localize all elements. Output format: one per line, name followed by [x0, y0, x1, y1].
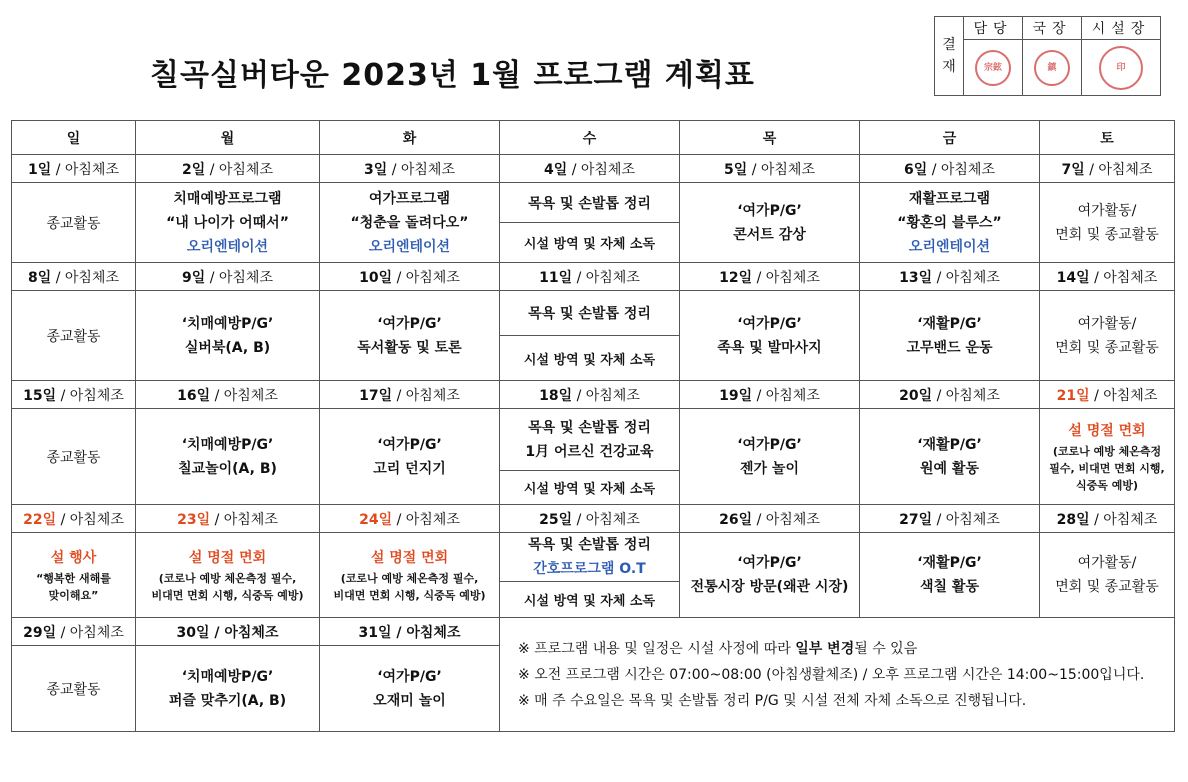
date-cell: 11일 / 아침체조 [500, 263, 680, 291]
weekday-wed: 수 [500, 121, 680, 155]
date-cell: 7일 / 아침체조 [1040, 155, 1175, 183]
note-2: ※ 오전 프로그램 시간은 07:00~08:00 (아침생활체조) / 오후 프로그램 시간은 14:00~15:00입니다. [518, 666, 1145, 683]
date-row [12, 505, 1175, 533]
program-cell: ‘치매예방P/G’ 실버북(A, B) [136, 291, 320, 381]
date-cell: 18일 / 아침체조 [500, 381, 680, 409]
program-cell: 목욕 및 손발톱 정리 1月 어르신 건강교육 [500, 409, 680, 471]
weekday-fri: 금 [860, 121, 1040, 155]
weekday-mon: 월 [136, 121, 320, 155]
program-row [12, 291, 1175, 336]
program-cell: 설 명절 면회 (코로나 예방 체온측정 필수, 비대면 면회 시행, 식중독 예방) [1040, 409, 1175, 505]
weekday-sat: 토 [1040, 121, 1175, 155]
date-cell: 12일 / 아침체조 [680, 263, 860, 291]
date-cell: 24일 / 아침체조 [320, 505, 500, 533]
date-cell: 19일 / 아침체조 [680, 381, 860, 409]
date-cell: 3일 / 아침체조 [320, 155, 500, 183]
program-row [12, 183, 1175, 223]
note-3: ※ 매 주 수요일은 목욕 및 손발톱 정리 P/G 및 시설 전체 자체 소독으로 진행됩니다. [518, 692, 1027, 709]
program-cell: 종교활동 [12, 409, 136, 505]
approval-head-chief: 시설장 [1082, 17, 1161, 40]
page-title: 칠곡실버타운 2023년 1월 프로그램 계획표 [150, 58, 755, 93]
approval-label-2: 재 [942, 59, 956, 75]
program-cell: ‘재활P/G’ 원예 활동 [860, 409, 1040, 505]
program-cell: ‘여가P/G’ 오재미 놀이 [320, 646, 500, 732]
seal-stamp-icon: 鎮 [1034, 50, 1070, 86]
date-cell: 30일 / 아침체조 [136, 618, 320, 646]
date-cell: 28일 / 아침체조 [1040, 505, 1175, 533]
seal-stamp-icon: 印 [1099, 46, 1143, 90]
program-cell: ‘재활P/G’ 색칠 활동 [860, 533, 1040, 618]
program-cell: 시설 방역 및 자체 소독 [500, 582, 680, 618]
program-cell: 치매예방프로그램 “내 나이가 어때서” 오리엔테이션 [136, 183, 320, 263]
date-cell: 23일 / 아침체조 [136, 505, 320, 533]
program-cell: 종교활동 [12, 646, 136, 732]
program-cell: 여가프로그램 “청춘을 돌려다오” 오리엔테이션 [320, 183, 500, 263]
approval-head-manager: 담당 [964, 17, 1023, 40]
date-cell: 8일 / 아침체조 [12, 263, 136, 291]
program-cell: ‘재활P/G’ 고무밴드 운동 [860, 291, 1040, 381]
date-cell: 13일 / 아침체조 [860, 263, 1040, 291]
program-cell: 여가활동/ 면회 및 종교활동 [1040, 291, 1175, 381]
date-cell: 17일 / 아침체조 [320, 381, 500, 409]
approval-label-1: 결 [942, 37, 956, 53]
date-cell: 21일 / 아침체조 [1040, 381, 1175, 409]
program-calendar [11, 120, 1175, 732]
program-row [12, 409, 1175, 471]
date-cell: 14일 / 아침체조 [1040, 263, 1175, 291]
program-cell: 시설 방역 및 자체 소독 [500, 223, 680, 263]
date-row [12, 618, 1175, 646]
weekday-tue: 화 [320, 121, 500, 155]
date-row [12, 155, 1175, 183]
weekday-thu: 목 [680, 121, 860, 155]
date-cell: 5일 / 아침체조 [680, 155, 860, 183]
approval-sign-director [1023, 40, 1082, 96]
program-cell: 설 명절 면회 (코로나 예방 체온측정 필수, 비대면 면회 시행, 식중독 예방) [320, 533, 500, 618]
program-cell: ‘여가P/G’ 독서활동 및 토론 [320, 291, 500, 381]
program-cell: 설 행사 “행복한 새해를 맞이해요” [12, 533, 136, 618]
date-cell: 22일 / 아침체조 [12, 505, 136, 533]
weekday-sun: 일 [12, 121, 136, 155]
approval-sign-manager [964, 40, 1023, 96]
date-cell: 20일 / 아침체조 [860, 381, 1040, 409]
date-cell: 2일 / 아침체조 [136, 155, 320, 183]
program-cell: 목욕 및 손발톱 정리 [500, 291, 680, 336]
program-cell: 목욕 및 손발톱 정리 간호프로그램 O.T [500, 533, 680, 582]
program-cell: 설 명절 면회 (코로나 예방 체온측정 필수, 비대면 면회 시행, 식중독 예방) [136, 533, 320, 618]
weekday-header [12, 121, 1175, 155]
date-cell: 29일 / 아침체조 [12, 618, 136, 646]
date-cell: 27일 / 아침체조 [860, 505, 1040, 533]
date-cell: 1일 / 아침체조 [12, 155, 136, 183]
date-cell: 15일 / 아침체조 [12, 381, 136, 409]
date-cell: 10일 / 아침체조 [320, 263, 500, 291]
note-1: ※ 프로그램 내용 및 일정은 시설 사정에 따라 일부 변경될 수 있음 [518, 640, 918, 657]
program-cell: 여가활동/ 면회 및 종교활동 [1040, 183, 1175, 263]
program-cell: ‘여가P/G’ 고리 던지기 [320, 409, 500, 505]
notes-box [500, 618, 1175, 732]
approval-box [934, 16, 1161, 96]
approval-sign-chief [1082, 40, 1161, 96]
seal-stamp-icon: 宗鉉 [975, 50, 1011, 86]
date-cell: 31일 / 아침체조 [320, 618, 500, 646]
program-cell: 목욕 및 손발톱 정리 [500, 183, 680, 223]
program-cell: ‘여가P/G’ 콘서트 감상 [680, 183, 860, 263]
program-cell: 여가활동/ 면회 및 종교활동 [1040, 533, 1175, 618]
date-row [12, 263, 1175, 291]
date-cell: 6일 / 아침체조 [860, 155, 1040, 183]
date-cell: 25일 / 아침체조 [500, 505, 680, 533]
program-cell: 종교활동 [12, 183, 136, 263]
program-cell: 시설 방역 및 자체 소독 [500, 471, 680, 505]
approval-label [935, 17, 964, 96]
approval-head-director: 국장 [1023, 17, 1082, 40]
date-row [12, 381, 1175, 409]
program-cell: 재활프로그램 “황혼의 블루스” 오리엔테이션 [860, 183, 1040, 263]
date-cell: 16일 / 아침체조 [136, 381, 320, 409]
date-cell: 26일 / 아침체조 [680, 505, 860, 533]
program-cell: ‘치매예방P/G’ 칠교놀이(A, B) [136, 409, 320, 505]
date-cell: 9일 / 아침체조 [136, 263, 320, 291]
program-cell: ‘여가P/G’ 젠가 놀이 [680, 409, 860, 505]
program-cell: ‘여가P/G’ 전통시장 방문(왜관 시장) [680, 533, 860, 618]
program-cell: ‘치매예방P/G’ 퍼즐 맞추기(A, B) [136, 646, 320, 732]
program-cell: 종교활동 [12, 291, 136, 381]
date-cell: 4일 / 아침체조 [500, 155, 680, 183]
program-row [12, 533, 1175, 582]
program-cell: ‘여가P/G’ 족욕 및 발마사지 [680, 291, 860, 381]
program-cell: 시설 방역 및 자체 소독 [500, 336, 680, 381]
